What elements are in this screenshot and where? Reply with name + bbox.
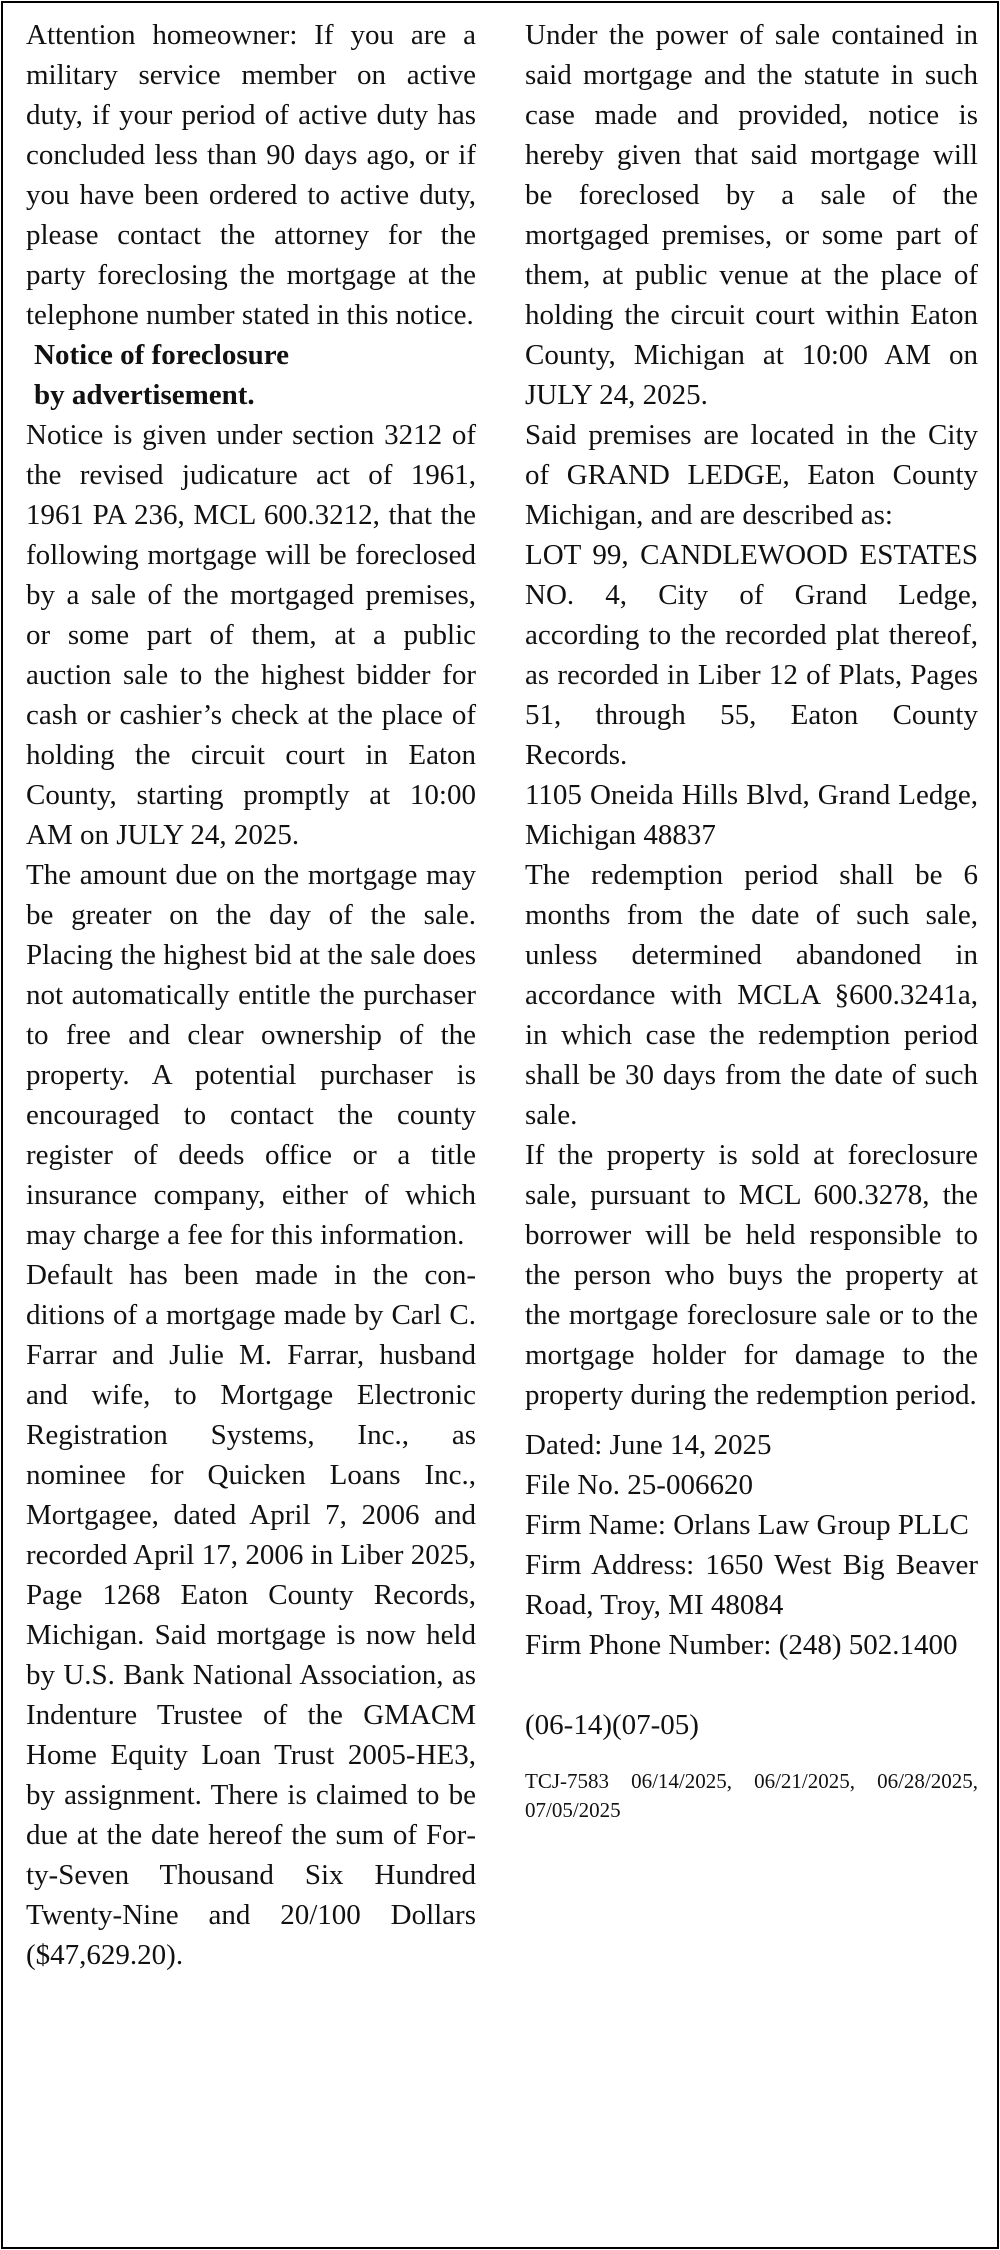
legal-notice-page <box>1 1 999 2249</box>
file-number-line: File No. 25-006620 <box>525 1469 753 1501</box>
spacer <box>525 1665 978 1705</box>
premises-paragraph: Said premises are located in the City of GRAND LEDGE, Eaton County Michigan, and are described as: <box>525 419 978 531</box>
redemption-paragraph: The redemption period shall be 6 months from the date of such sale, unless determined abandoned in accordance with MCLA §600.3241a, in which case the redemption period shall be 30 days from the date of such sale. <box>525 859 978 1131</box>
amount-due-paragraph: The amount due on the mortgage may be greater on the day of the sale. Placing the highest bid at the sale does not automatically entitle the purchaser to free and clear ownership of the property. A potential purchaser is encouraged to contact the county register of deeds office or a title insurance company, either of which may charge a fee for this information. <box>26 859 476 1251</box>
firm-phone-line: Firm Phone Number: (248) 502.1400 <box>525 1629 958 1661</box>
left-column <box>26 15 476 1975</box>
right-column <box>525 15 978 1825</box>
notice-heading-line-1: Notice of foreclosure <box>34 339 289 371</box>
property-address: 1105 Oneida Hills Blvd, Grand Ledge, Michigan 48837 <box>525 779 978 851</box>
publication-line: TCJ-7583 06/14/2025, 06/21/2025, 06/28/2025, 07/05/2025 <box>525 1769 978 1822</box>
spacer <box>525 1745 978 1767</box>
firm-name-line: Firm Name: Orlans Law Group PLLC <box>525 1509 969 1541</box>
if-sold-paragraph: If the property is sold at foreclosure sale, pursuant to MCL 600.3278, the borrower will be held responsible to the person who buys the property at the mortgage foreclosure sale or to the mortgage holder for damage to the property during the redemption period. <box>525 1139 978 1411</box>
dated-line: Dated: June 14, 2025 <box>525 1429 772 1461</box>
run-dates-line: (06-14)(07-05) <box>525 1709 699 1741</box>
attention-paragraph: Attention homeowner: If you are a military service member on active duty, if your period of active duty has concluded less than 90 days ago, or if you have been ordered to active duty, please contact the attorney for the party foreclosing the mortgage at the telephone number stated in this notice. <box>26 19 476 331</box>
notice-given-paragraph: Notice is given under section 3212 of the revised judicature act of 1961, 1961 PA 236, MCL 600.3212, that the following mortgage will be foreclosed by a sale of the mortgaged premises, or some part of them, at a public auction sale to the highest bidder for cash or cashier’s check at the place of holding the circuit court in Eaton County, starting promptly at 10:00 AM on JULY 24, 2025. <box>26 419 476 851</box>
firm-address-line: Firm Address: 1650 West Big Beaver Road, Troy, MI 48084 <box>525 1549 978 1621</box>
power-of-sale-paragraph: Under the power of sale contained in said mortgage and the statute in such case made and provided, notice is hereby given that said mortgage will be foreclosed by a sale of the mortgaged premises, or some part of them, at public venue at the place of holding the circuit court within Eaton County, Michigan at 10:00 AM on JULY 24, 2025. <box>525 19 978 411</box>
default-paragraph: Default has been made in the conditions of a mortgage made by Carl C. Farrar and Julie M. Farrar, husband and wife, to Mortgage Electronic Registration Systems, Inc., as nominee for Quicken Loans Inc., Mortgagee, dated April 7, 2006 and recorded April 17, 2006 in Liber 2025, Page 1268 Eaton County Records, Michigan. Said mortgage is now held by U.S. Bank National Association, as Indenture Trustee of the GMACM Home Equity Loan Trust 2005-HE3, by assignment. There is claimed to be due at the date hereof the sum of Forty-Seven Thousand Six Hundred Twenty-Nine and 20/100 Dollars ($47,629.20). <box>26 1259 476 1971</box>
legal-description-paragraph: LOT 99, CANDLEWOOD ESTATES NO. 4, City of Grand Ledge, according to the recorded plat thereof, as recorded in Liber 12 of Plats, Pages 51, through 55, Eaton County Records. <box>525 539 978 771</box>
notice-heading-line-2: by advertisement. <box>34 379 255 411</box>
